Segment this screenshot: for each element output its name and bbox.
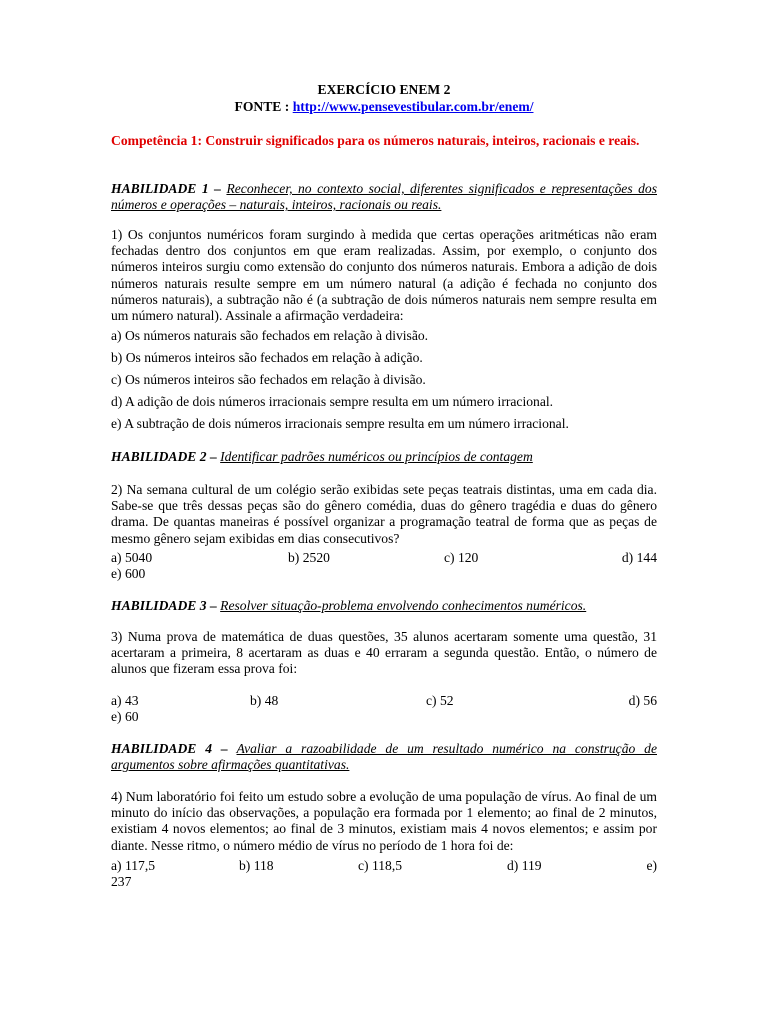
competence-heading: Competência 1: Construir significados para os números naturais, inteiros, racionais e reais. — [111, 133, 640, 148]
question-1-text: 1) Os conjuntos numéricos foram surgindo à medida que certas operações aritméticas não eram fechadas dentro dos conjuntos em que eram realizadas. Assim, por exemplo, o conjunto dos números inteiros surgiu como extensão do conjunto dos números naturais. Embora a adição de dois números naturais resulte sempre em um número natural (a adição é fechada no conjunto dos números naturais), a subtração não é (a subtração de dois números naturais nem sempre resulta em um número natural). Assinale a afirmação verdadeira: — [111, 227, 657, 324]
question-3-option-a: a) 43 — [111, 693, 139, 708]
source-link[interactable]: http://www.pensevestibular.com.br/enem/ — [292, 99, 534, 114]
source-label: FONTE : — [234, 99, 290, 114]
question-2-option-c: c) 120 — [444, 550, 479, 565]
question-3-option-b: b) 48 — [250, 693, 279, 708]
question-4-option-e-value: 237 — [111, 874, 132, 889]
question-4-text: 4) Num laboratório foi feito um estudo sobre a evolução de uma população de vírus. Ao final de um minuto do início das observações, a população era formada por 1 elemento; ao final de 2 minutos, existiam 4 novos elementos; ao final de 3 minutos, existiam mais 4 novos elementos; e assim por diante. Nesse ritmo, o número médio de vírus no período de 1 hora foi de: — [111, 789, 657, 853]
habilidade-3-title: HABILIDADE 3 – — [111, 598, 217, 613]
habilidade-1-title: HABILIDADE 1 – — [111, 181, 221, 196]
question-2-option-d: d) 144 — [621, 550, 657, 565]
question-4-option-c: c) 118,5 — [358, 858, 403, 873]
question-1-option-b: b) Os números inteiros são fechados em relação à adição. — [111, 350, 423, 365]
habilidade-4-description: Avaliar a razoabilidade de um resultado numérico na construção de argumentos sobre afirmações quantitativas. — [111, 741, 657, 773]
question-2-text: 2) Na semana cultural de um colégio serão exibidas sete peças teatrais distintas, uma em cada dia. Sabe-se que três dessas peças são do gênero comédia, duas do gênero tragédia e duas do gênero drama. De quantas maneiras é possível organizar a programação teatral de forma que as peças de mesmo gênero sejam exibidas em dias consecutivos? — [111, 482, 657, 546]
habilidade-3-description: Resolver situação-problema envolvendo conhecimentos numéricos. — [220, 598, 587, 613]
question-4-option-a: a) 117,5 — [111, 858, 156, 873]
question-2-options-row — [111, 550, 657, 566]
habilidade-2-description: Identificar padrões numéricos ou princípios de contagem — [220, 449, 533, 464]
question-3-options-row — [111, 693, 657, 709]
question-1-option-d: d) A adição de dois números irracionais sempre resulta em um número irracional. — [111, 394, 554, 409]
question-3-option-e: e) 60 — [111, 709, 139, 724]
question-3-option-d: d) 56 — [628, 693, 657, 708]
question-4-options-row — [111, 858, 657, 874]
question-1-option-c: c) Os números inteiros são fechados em relação à divisão. — [111, 372, 426, 387]
document-title: EXERCÍCIO ENEM 2 — [317, 82, 451, 97]
question-4-option-b: b) 118 — [239, 858, 274, 873]
source-line — [111, 99, 657, 115]
question-1-option-e: e) A subtração de dois números irracionais sempre resulta em um número irracional. — [111, 416, 569, 431]
question-3-text: 3) Numa prova de matemática de duas questões, 35 alunos acertaram somente uma questão, 31 acertaram a primeira, 8 acertaram as duas e 40 erraram a segunda questão. Então, o número de alunos que fizeram essa prova foi: — [111, 629, 657, 677]
habilidade-1-description: Reconhecer, no contexto social, diferentes significados e representações dos números e operações – naturais, inteiros, racionais ou reais. — [111, 181, 657, 213]
question-2-option-e: e) 600 — [111, 566, 146, 581]
question-4-option-d: d) 119 — [507, 858, 542, 873]
question-3-option-c: c) 52 — [426, 693, 454, 708]
habilidade-4-title: HABILIDADE 4 – — [111, 741, 228, 756]
question-1-option-a: a) Os números naturais são fechados em relação à divisão. — [111, 328, 429, 343]
question-4-option-e: e) — [646, 858, 657, 873]
habilidade-4-heading — [111, 741, 657, 773]
habilidade-2-title: HABILIDADE 2 – — [111, 449, 217, 464]
habilidade-3-heading — [111, 598, 657, 614]
habilidade-1-heading — [111, 181, 657, 213]
question-2-option-a: a) 5040 — [111, 550, 153, 565]
question-2-option-b: b) 2520 — [288, 550, 330, 565]
habilidade-2-heading — [111, 449, 657, 465]
